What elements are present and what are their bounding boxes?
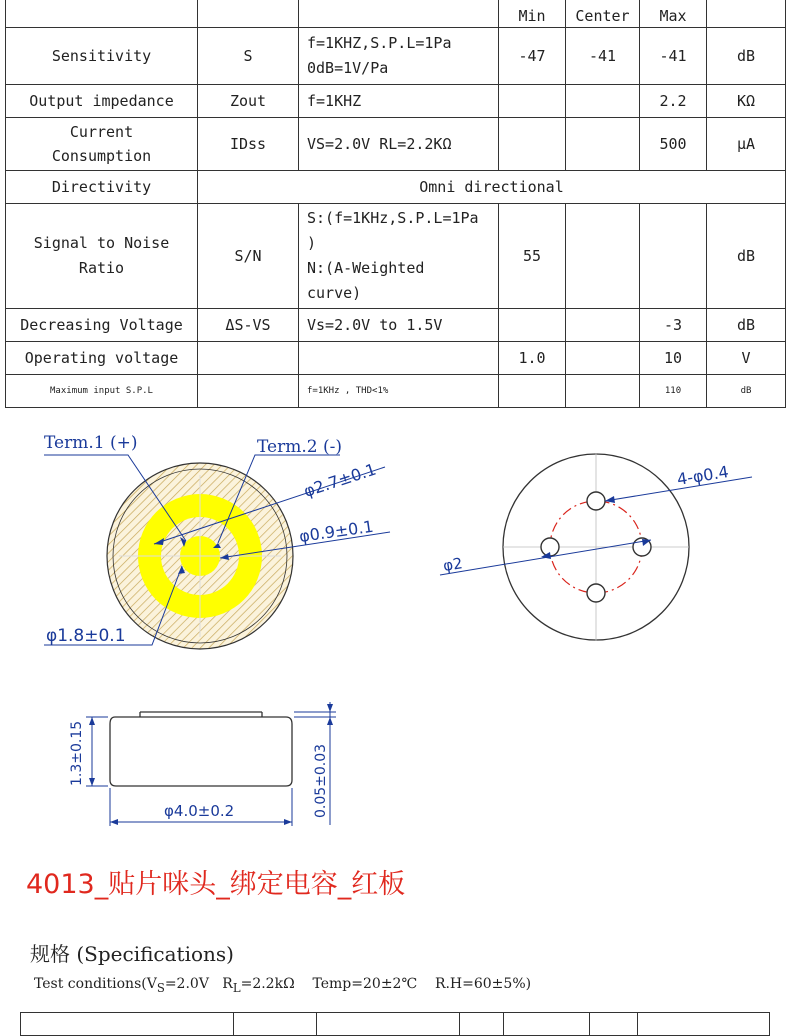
rh-condition: R.H=60±5%) <box>434 976 532 992</box>
width-dimension-label: φ4.0±0.2 <box>164 802 235 820</box>
min-cell <box>499 85 566 118</box>
condition-line: f=1KHZ,S.P.L=1Pa <box>307 34 452 52</box>
condition-cell: f=1KHZ <box>299 85 499 118</box>
symbol-cell: S <box>198 28 299 85</box>
condition-cell <box>299 204 499 309</box>
min-cell: -47 <box>499 28 566 85</box>
unit-cell: V <box>707 342 786 375</box>
max-cell: -3 <box>640 309 707 342</box>
condition-line: curve) <box>307 284 362 302</box>
vs-value: =2.0V <box>164 976 209 992</box>
condition-line: 0dB=1V/Pa <box>307 59 389 77</box>
min-cell: 1.0 <box>499 342 566 375</box>
symbol-cell: ΔS-VS <box>198 309 299 342</box>
item-cell: Operating voltage <box>6 342 198 375</box>
unit-cell: dB <box>707 28 786 85</box>
inner-diameter-label: φ0.9±0.1 <box>297 516 375 546</box>
cell-blank <box>707 0 786 28</box>
center-cell <box>566 118 640 171</box>
table-column-divider <box>589 1013 590 1035</box>
unit-cell: dB <box>707 375 786 408</box>
condition-cell <box>299 28 499 85</box>
spec-table <box>5 0 786 408</box>
unit-cell: KΩ <box>707 85 786 118</box>
test-conditions-prefix: Test conditions(V <box>34 976 157 992</box>
item-cell: Sensitivity <box>6 28 198 85</box>
hole-bottom <box>587 584 605 602</box>
gap-dimension-label: 0.05±0.03 <box>313 743 329 818</box>
unit-cell: dB <box>707 204 786 309</box>
table-row-output-impedance <box>6 85 786 118</box>
condition-cell: f=1KHz , THD<1% <box>299 375 499 408</box>
center-cell <box>566 85 640 118</box>
min-cell <box>499 309 566 342</box>
condition-line: ) <box>307 234 317 252</box>
hole-pattern-view <box>440 453 752 641</box>
condition-cell: Vs=2.0V to 1.5V <box>299 309 499 342</box>
condition-line: S:(f=1KHz,S.P.L=1Pa <box>307 209 479 227</box>
header-center: Center <box>566 0 640 28</box>
max-cell <box>640 204 707 309</box>
item-line: Ratio <box>78 259 125 277</box>
temp-condition: Temp=20±2℃ <box>312 976 418 992</box>
table-column-divider <box>316 1013 317 1035</box>
min-cell <box>499 375 566 408</box>
item-line: Consumption <box>51 147 152 165</box>
symbol-cell: S/N <box>198 204 299 309</box>
item-line: Signal to Noise <box>33 234 170 252</box>
side-body <box>110 712 292 786</box>
table-row-sensitivity <box>6 28 786 85</box>
cell-blank <box>299 0 499 28</box>
center-cell <box>566 309 640 342</box>
height-dimension-label: 1.3±0.15 <box>69 720 85 786</box>
unit-cell: μA <box>707 118 786 171</box>
ring-diameter-label: φ1.8±0.1 <box>46 626 126 646</box>
rl-value: =2.2kΩ <box>240 976 295 992</box>
center-cell <box>566 204 640 309</box>
symbol-cell: IDss <box>198 118 299 171</box>
condition-line: N:(A-Weighted <box>307 259 425 277</box>
top-view-drawing <box>0 415 790 685</box>
item-cell: Maximum input S.P.L <box>6 375 198 408</box>
unit-cell: dB <box>707 309 786 342</box>
max-cell: 110 <box>640 375 707 408</box>
condition-cell: VS=2.0V RL=2.2KΩ <box>299 118 499 171</box>
center-cell <box>566 375 640 408</box>
directivity-value-cell: Omni directional <box>198 171 786 204</box>
term1-label: Term.1 (+) <box>44 433 138 453</box>
table-row-operating-voltage <box>6 342 786 375</box>
hole-top <box>587 492 605 510</box>
center-cell <box>566 342 640 375</box>
table-column-divider <box>459 1013 460 1035</box>
condition-cell <box>299 342 499 375</box>
rl-subscript: L <box>232 980 241 995</box>
test-conditions <box>34 976 531 995</box>
table-column-divider <box>637 1013 638 1035</box>
max-cell: -41 <box>640 28 707 85</box>
min-cell: 55 <box>499 204 566 309</box>
symbol-cell <box>198 375 299 408</box>
item-cell <box>6 204 198 309</box>
symbol-cell <box>198 342 299 375</box>
item-line: Current <box>69 123 134 141</box>
max-cell: 2.2 <box>640 85 707 118</box>
product-title: 4013_贴片咪头_绑定电容_红板 <box>26 869 406 900</box>
symbol-cell: Zout <box>198 85 299 118</box>
side-view-drawing <box>0 700 400 835</box>
header-max: Max <box>640 0 707 28</box>
item-cell: Output impedance <box>6 85 198 118</box>
item-cell <box>6 118 198 171</box>
table-row-signal-to-noise <box>6 204 786 309</box>
table-column-divider <box>233 1013 234 1035</box>
bottom-spec-table-top-edge <box>20 1012 770 1036</box>
cell-blank <box>6 0 198 28</box>
table-row-decreasing-voltage <box>6 309 786 342</box>
table-row-max-input-spl <box>6 375 786 408</box>
table-row-directivity <box>6 171 786 204</box>
term2-label: Term.2 (-) <box>257 437 342 457</box>
table-row-current-consumption <box>6 118 786 171</box>
min-cell <box>499 118 566 171</box>
max-cell: 10 <box>640 342 707 375</box>
holes-diameter-label: 4-φ0.4 <box>675 462 730 489</box>
vs-subscript: S <box>156 980 165 995</box>
header-min: Min <box>499 0 566 28</box>
cell-blank <box>198 0 299 28</box>
rl-label: R <box>222 976 233 992</box>
pad-view <box>44 433 390 649</box>
pitch-diameter-label: φ2 <box>441 554 464 575</box>
item-cell: Directivity <box>6 171 198 204</box>
item-cell: Decreasing Voltage <box>6 309 198 342</box>
max-cell: 500 <box>640 118 707 171</box>
table-row-header <box>6 0 786 28</box>
outer-diameter-label: φ2.7±0.1 <box>301 459 379 501</box>
center-cell: -41 <box>566 28 640 85</box>
specifications-heading: 规格 (Specifications) <box>30 942 234 966</box>
table-column-divider <box>503 1013 504 1035</box>
